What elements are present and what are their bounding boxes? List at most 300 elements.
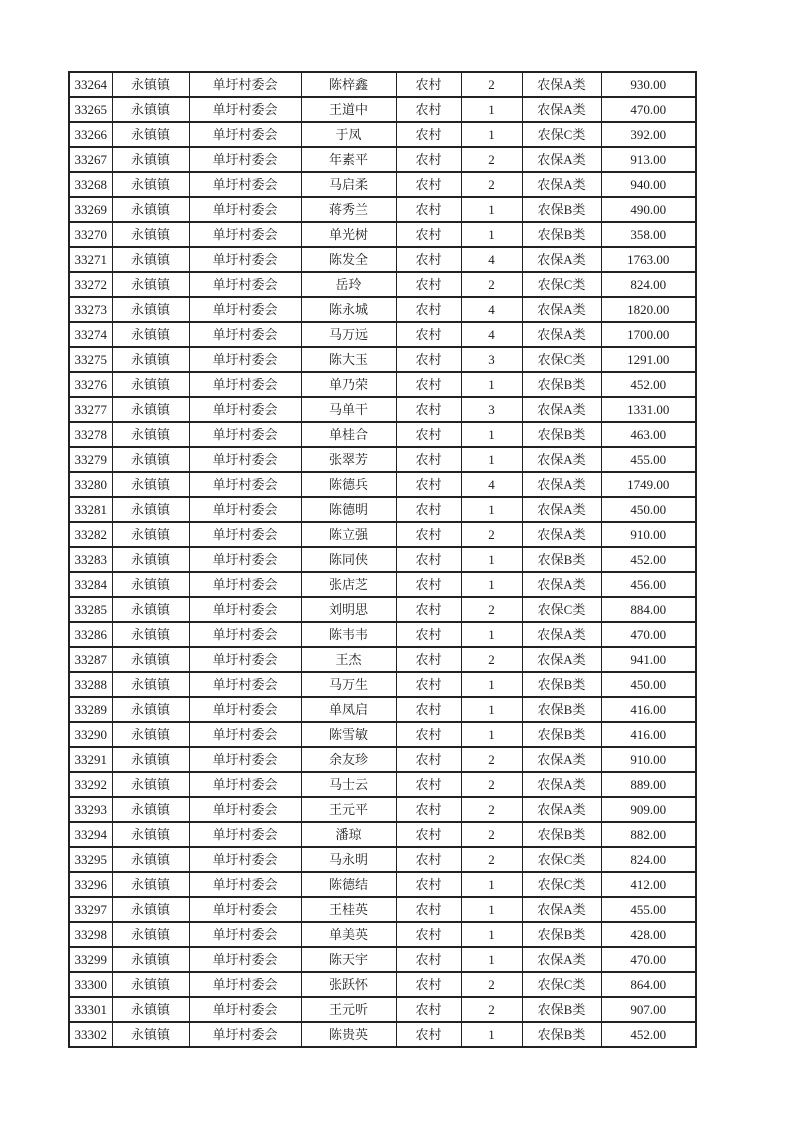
cell-person-name: 马士云 <box>301 772 396 797</box>
cell-residence-type: 农村 <box>396 647 461 672</box>
cell-amount: 412.00 <box>601 872 696 897</box>
cell-town: 永镇镇 <box>112 347 189 372</box>
cell-person-count: 1 <box>461 697 522 722</box>
cell-serial-number: 33273 <box>69 297 112 322</box>
cell-residence-type: 农村 <box>396 197 461 222</box>
cell-serial-number: 33287 <box>69 647 112 672</box>
cell-person-count: 1 <box>461 722 522 747</box>
cell-serial-number: 33296 <box>69 872 112 897</box>
cell-residence-type: 农村 <box>396 297 461 322</box>
cell-town: 永镇镇 <box>112 547 189 572</box>
cell-insurance-category: 农保A类 <box>522 172 601 197</box>
cell-village-committee: 单圩村委会 <box>189 997 301 1022</box>
cell-person-name: 陈梓鑫 <box>301 72 396 97</box>
cell-town: 永镇镇 <box>112 122 189 147</box>
cell-person-count: 1 <box>461 122 522 147</box>
cell-town: 永镇镇 <box>112 197 189 222</box>
cell-amount: 452.00 <box>601 547 696 572</box>
table-row <box>69 672 696 697</box>
cell-person-name: 单美英 <box>301 922 396 947</box>
cell-insurance-category: 农保A类 <box>522 397 601 422</box>
cell-person-count: 2 <box>461 147 522 172</box>
table-row <box>69 822 696 847</box>
cell-amount: 941.00 <box>601 647 696 672</box>
cell-serial-number: 33292 <box>69 772 112 797</box>
cell-person-count: 1 <box>461 872 522 897</box>
cell-person-name: 马万远 <box>301 322 396 347</box>
cell-person-name: 单光树 <box>301 222 396 247</box>
cell-residence-type: 农村 <box>396 472 461 497</box>
cell-insurance-category: 农保A类 <box>522 72 601 97</box>
cell-residence-type: 农村 <box>396 497 461 522</box>
cell-person-name: 岳玲 <box>301 272 396 297</box>
cell-person-count: 4 <box>461 472 522 497</box>
cell-village-committee: 单圩村委会 <box>189 297 301 322</box>
table-row <box>69 847 696 872</box>
cell-insurance-category: 农保C类 <box>522 272 601 297</box>
cell-insurance-category: 农保A类 <box>522 797 601 822</box>
cell-insurance-category: 农保A类 <box>522 297 601 322</box>
cell-amount: 452.00 <box>601 1022 696 1047</box>
cell-town: 永镇镇 <box>112 772 189 797</box>
cell-serial-number: 33289 <box>69 697 112 722</box>
cell-insurance-category: 农保B类 <box>522 422 601 447</box>
cell-village-committee: 单圩村委会 <box>189 422 301 447</box>
cell-insurance-category: 农保A类 <box>522 572 601 597</box>
cell-person-count: 1 <box>461 97 522 122</box>
cell-person-count: 1 <box>461 572 522 597</box>
table-row <box>69 497 696 522</box>
cell-amount: 470.00 <box>601 947 696 972</box>
cell-town: 永镇镇 <box>112 522 189 547</box>
table-row <box>69 147 696 172</box>
cell-serial-number: 33277 <box>69 397 112 422</box>
cell-serial-number: 33285 <box>69 597 112 622</box>
table-row <box>69 697 696 722</box>
cell-town: 永镇镇 <box>112 472 189 497</box>
cell-insurance-category: 农保C类 <box>522 972 601 997</box>
cell-village-committee: 单圩村委会 <box>189 672 301 697</box>
cell-serial-number: 33269 <box>69 197 112 222</box>
cell-insurance-category: 农保A类 <box>522 147 601 172</box>
cell-residence-type: 农村 <box>396 372 461 397</box>
cell-person-name: 陈韦韦 <box>301 622 396 647</box>
cell-serial-number: 33272 <box>69 272 112 297</box>
cell-serial-number: 33283 <box>69 547 112 572</box>
table-row <box>69 397 696 422</box>
cell-person-count: 2 <box>461 647 522 672</box>
cell-person-name: 蒋秀兰 <box>301 197 396 222</box>
cell-village-committee: 单圩村委会 <box>189 747 301 772</box>
cell-serial-number: 33275 <box>69 347 112 372</box>
cell-amount: 930.00 <box>601 72 696 97</box>
table-row <box>69 797 696 822</box>
cell-person-count: 2 <box>461 822 522 847</box>
cell-person-name: 张店芝 <box>301 572 396 597</box>
cell-serial-number: 33267 <box>69 147 112 172</box>
cell-residence-type: 农村 <box>396 947 461 972</box>
cell-serial-number: 33294 <box>69 822 112 847</box>
table-row <box>69 322 696 347</box>
table-row <box>69 722 696 747</box>
cell-village-committee: 单圩村委会 <box>189 947 301 972</box>
cell-insurance-category: 农保B类 <box>522 197 601 222</box>
cell-person-count: 1 <box>461 672 522 697</box>
cell-amount: 940.00 <box>601 172 696 197</box>
cell-serial-number: 33268 <box>69 172 112 197</box>
cell-person-count: 1 <box>461 497 522 522</box>
cell-residence-type: 农村 <box>396 247 461 272</box>
cell-insurance-category: 农保A类 <box>522 772 601 797</box>
table-row <box>69 522 696 547</box>
cell-town: 永镇镇 <box>112 647 189 672</box>
cell-amount: 470.00 <box>601 97 696 122</box>
table-row <box>69 872 696 897</box>
cell-residence-type: 农村 <box>396 922 461 947</box>
table-row <box>69 447 696 472</box>
cell-residence-type: 农村 <box>396 797 461 822</box>
table-row <box>69 422 696 447</box>
cell-town: 永镇镇 <box>112 97 189 122</box>
cell-person-count: 2 <box>461 972 522 997</box>
cell-person-name: 单乃荣 <box>301 372 396 397</box>
cell-insurance-category: 农保A类 <box>522 522 601 547</box>
cell-residence-type: 农村 <box>396 847 461 872</box>
cell-serial-number: 33280 <box>69 472 112 497</box>
cell-person-name: 单凤启 <box>301 697 396 722</box>
cell-insurance-category: 农保B类 <box>522 922 601 947</box>
cell-amount: 456.00 <box>601 572 696 597</box>
cell-person-count: 3 <box>461 347 522 372</box>
cell-amount: 824.00 <box>601 847 696 872</box>
cell-insurance-category: 农保B类 <box>522 672 601 697</box>
cell-person-name: 陈同侠 <box>301 547 396 572</box>
cell-person-name: 王桂英 <box>301 897 396 922</box>
cell-town: 永镇镇 <box>112 297 189 322</box>
cell-village-committee: 单圩村委会 <box>189 722 301 747</box>
table-row <box>69 122 696 147</box>
cell-person-name: 陈发全 <box>301 247 396 272</box>
cell-amount: 909.00 <box>601 797 696 822</box>
cell-insurance-category: 农保B类 <box>522 222 601 247</box>
cell-town: 永镇镇 <box>112 672 189 697</box>
cell-person-count: 2 <box>461 272 522 297</box>
cell-residence-type: 农村 <box>396 622 461 647</box>
cell-person-name: 王元听 <box>301 997 396 1022</box>
cell-serial-number: 33265 <box>69 97 112 122</box>
pension-roster-table <box>68 71 697 1048</box>
table-row <box>69 647 696 672</box>
cell-residence-type: 农村 <box>396 97 461 122</box>
cell-insurance-category: 农保B类 <box>522 997 601 1022</box>
cell-person-count: 1 <box>461 922 522 947</box>
cell-insurance-category: 农保B类 <box>522 722 601 747</box>
cell-person-name: 年素平 <box>301 147 396 172</box>
cell-insurance-category: 农保A类 <box>522 897 601 922</box>
cell-residence-type: 农村 <box>396 547 461 572</box>
cell-person-name: 张翠芳 <box>301 447 396 472</box>
cell-amount: 392.00 <box>601 122 696 147</box>
cell-village-committee: 单圩村委会 <box>189 247 301 272</box>
cell-serial-number: 33291 <box>69 747 112 772</box>
cell-residence-type: 农村 <box>396 122 461 147</box>
table-row <box>69 197 696 222</box>
cell-village-committee: 单圩村委会 <box>189 797 301 822</box>
table-body <box>69 72 696 1047</box>
cell-insurance-category: 农保A类 <box>522 497 601 522</box>
cell-amount: 824.00 <box>601 272 696 297</box>
table-row <box>69 247 696 272</box>
cell-residence-type: 农村 <box>396 522 461 547</box>
table-row <box>69 897 696 922</box>
cell-insurance-category: 农保A类 <box>522 947 601 972</box>
cell-insurance-category: 农保C类 <box>522 872 601 897</box>
cell-residence-type: 农村 <box>396 972 461 997</box>
cell-amount: 455.00 <box>601 447 696 472</box>
cell-town: 永镇镇 <box>112 922 189 947</box>
cell-insurance-category: 农保C类 <box>522 847 601 872</box>
table-row <box>69 597 696 622</box>
cell-village-committee: 单圩村委会 <box>189 347 301 372</box>
cell-village-committee: 单圩村委会 <box>189 972 301 997</box>
cell-village-committee: 单圩村委会 <box>189 572 301 597</box>
cell-village-committee: 单圩村委会 <box>189 472 301 497</box>
cell-person-count: 2 <box>461 772 522 797</box>
cell-village-committee: 单圩村委会 <box>189 372 301 397</box>
cell-person-count: 4 <box>461 297 522 322</box>
cell-person-count: 1 <box>461 547 522 572</box>
cell-serial-number: 33271 <box>69 247 112 272</box>
cell-town: 永镇镇 <box>112 497 189 522</box>
cell-person-name: 王道中 <box>301 97 396 122</box>
cell-serial-number: 33299 <box>69 947 112 972</box>
cell-amount: 452.00 <box>601 372 696 397</box>
cell-person-count: 4 <box>461 247 522 272</box>
cell-residence-type: 农村 <box>396 347 461 372</box>
cell-serial-number: 33295 <box>69 847 112 872</box>
cell-town: 永镇镇 <box>112 422 189 447</box>
cell-insurance-category: 农保B类 <box>522 1022 601 1047</box>
cell-amount: 470.00 <box>601 622 696 647</box>
cell-residence-type: 农村 <box>396 72 461 97</box>
cell-person-name: 陈德兵 <box>301 472 396 497</box>
cell-serial-number: 33274 <box>69 322 112 347</box>
cell-insurance-category: 农保C类 <box>522 122 601 147</box>
cell-serial-number: 33302 <box>69 1022 112 1047</box>
cell-serial-number: 33298 <box>69 922 112 947</box>
cell-residence-type: 农村 <box>396 697 461 722</box>
cell-residence-type: 农村 <box>396 572 461 597</box>
cell-village-committee: 单圩村委会 <box>189 872 301 897</box>
cell-serial-number: 33281 <box>69 497 112 522</box>
cell-serial-number: 33278 <box>69 422 112 447</box>
table-row <box>69 572 696 597</box>
cell-village-committee: 单圩村委会 <box>189 697 301 722</box>
cell-village-committee: 单圩村委会 <box>189 547 301 572</box>
table-row <box>69 372 696 397</box>
table-row <box>69 97 696 122</box>
cell-amount: 358.00 <box>601 222 696 247</box>
cell-person-count: 1 <box>461 947 522 972</box>
cell-person-count: 1 <box>461 197 522 222</box>
table-row <box>69 547 696 572</box>
cell-town: 永镇镇 <box>112 172 189 197</box>
cell-serial-number: 33290 <box>69 722 112 747</box>
cell-insurance-category: 农保A类 <box>522 647 601 672</box>
cell-amount: 910.00 <box>601 522 696 547</box>
cell-village-committee: 单圩村委会 <box>189 147 301 172</box>
cell-person-name: 单桂合 <box>301 422 396 447</box>
cell-person-name: 张跃怀 <box>301 972 396 997</box>
cell-residence-type: 农村 <box>396 897 461 922</box>
cell-serial-number: 33279 <box>69 447 112 472</box>
cell-amount: 490.00 <box>601 197 696 222</box>
cell-insurance-category: 农保B类 <box>522 547 601 572</box>
cell-amount: 1331.00 <box>601 397 696 422</box>
cell-village-committee: 单圩村委会 <box>189 597 301 622</box>
table-row <box>69 922 696 947</box>
cell-person-name: 陈德明 <box>301 497 396 522</box>
cell-village-committee: 单圩村委会 <box>189 497 301 522</box>
table-row <box>69 172 696 197</box>
cell-town: 永镇镇 <box>112 872 189 897</box>
cell-amount: 428.00 <box>601 922 696 947</box>
cell-town: 永镇镇 <box>112 797 189 822</box>
cell-insurance-category: 农保A类 <box>522 247 601 272</box>
cell-person-count: 1 <box>461 622 522 647</box>
cell-village-committee: 单圩村委会 <box>189 447 301 472</box>
cell-person-count: 2 <box>461 522 522 547</box>
cell-person-name: 陈立强 <box>301 522 396 547</box>
table-row <box>69 997 696 1022</box>
cell-serial-number: 33297 <box>69 897 112 922</box>
cell-person-count: 1 <box>461 1022 522 1047</box>
cell-person-name: 王元平 <box>301 797 396 822</box>
table-row <box>69 747 696 772</box>
table-row <box>69 272 696 297</box>
cell-serial-number: 33264 <box>69 72 112 97</box>
cell-person-count: 2 <box>461 797 522 822</box>
cell-town: 永镇镇 <box>112 597 189 622</box>
cell-insurance-category: 农保B类 <box>522 697 601 722</box>
cell-serial-number: 33266 <box>69 122 112 147</box>
cell-village-committee: 单圩村委会 <box>189 897 301 922</box>
cell-amount: 455.00 <box>601 897 696 922</box>
cell-town: 永镇镇 <box>112 947 189 972</box>
cell-residence-type: 农村 <box>396 997 461 1022</box>
cell-insurance-category: 农保B类 <box>522 372 601 397</box>
cell-town: 永镇镇 <box>112 272 189 297</box>
cell-person-name: 余友珍 <box>301 747 396 772</box>
cell-person-name: 陈天宇 <box>301 947 396 972</box>
cell-amount: 1749.00 <box>601 472 696 497</box>
cell-residence-type: 农村 <box>396 722 461 747</box>
cell-town: 永镇镇 <box>112 997 189 1022</box>
cell-village-committee: 单圩村委会 <box>189 197 301 222</box>
cell-village-committee: 单圩村委会 <box>189 397 301 422</box>
cell-town: 永镇镇 <box>112 972 189 997</box>
cell-town: 永镇镇 <box>112 72 189 97</box>
cell-amount: 450.00 <box>601 672 696 697</box>
cell-amount: 889.00 <box>601 772 696 797</box>
cell-amount: 910.00 <box>601 747 696 772</box>
cell-residence-type: 农村 <box>396 747 461 772</box>
cell-residence-type: 农村 <box>396 397 461 422</box>
cell-village-committee: 单圩村委会 <box>189 322 301 347</box>
cell-residence-type: 农村 <box>396 672 461 697</box>
cell-person-name: 王杰 <box>301 647 396 672</box>
cell-serial-number: 33288 <box>69 672 112 697</box>
cell-person-count: 2 <box>461 597 522 622</box>
cell-village-committee: 单圩村委会 <box>189 172 301 197</box>
cell-town: 永镇镇 <box>112 322 189 347</box>
cell-amount: 864.00 <box>601 972 696 997</box>
cell-amount: 882.00 <box>601 822 696 847</box>
cell-village-committee: 单圩村委会 <box>189 847 301 872</box>
cell-person-count: 1 <box>461 222 522 247</box>
cell-residence-type: 农村 <box>396 322 461 347</box>
cell-insurance-category: 农保B类 <box>522 822 601 847</box>
cell-town: 永镇镇 <box>112 572 189 597</box>
cell-residence-type: 农村 <box>396 822 461 847</box>
cell-person-count: 2 <box>461 847 522 872</box>
cell-insurance-category: 农保A类 <box>522 97 601 122</box>
cell-person-name: 马万生 <box>301 672 396 697</box>
cell-serial-number: 33286 <box>69 622 112 647</box>
cell-person-count: 1 <box>461 447 522 472</box>
cell-residence-type: 农村 <box>396 172 461 197</box>
cell-residence-type: 农村 <box>396 772 461 797</box>
cell-amount: 416.00 <box>601 697 696 722</box>
cell-insurance-category: 农保A类 <box>522 622 601 647</box>
cell-person-name: 陈贵英 <box>301 1022 396 1047</box>
cell-person-count: 1 <box>461 372 522 397</box>
table-row <box>69 347 696 372</box>
cell-amount: 450.00 <box>601 497 696 522</box>
table-row <box>69 947 696 972</box>
cell-town: 永镇镇 <box>112 397 189 422</box>
cell-village-committee: 单圩村委会 <box>189 922 301 947</box>
cell-residence-type: 农村 <box>396 597 461 622</box>
table-row <box>69 297 696 322</box>
cell-person-name: 潘琼 <box>301 822 396 847</box>
cell-town: 永镇镇 <box>112 747 189 772</box>
cell-village-committee: 单圩村委会 <box>189 772 301 797</box>
cell-town: 永镇镇 <box>112 147 189 172</box>
cell-residence-type: 农村 <box>396 222 461 247</box>
cell-person-name: 陈大玉 <box>301 347 396 372</box>
table-row <box>69 222 696 247</box>
cell-town: 永镇镇 <box>112 822 189 847</box>
cell-serial-number: 33301 <box>69 997 112 1022</box>
cell-village-committee: 单圩村委会 <box>189 122 301 147</box>
cell-person-count: 1 <box>461 897 522 922</box>
cell-amount: 907.00 <box>601 997 696 1022</box>
cell-serial-number: 33293 <box>69 797 112 822</box>
cell-person-count: 2 <box>461 997 522 1022</box>
cell-village-committee: 单圩村委会 <box>189 522 301 547</box>
cell-person-name: 马永明 <box>301 847 396 872</box>
table-row <box>69 472 696 497</box>
cell-insurance-category: 农保A类 <box>522 447 601 472</box>
cell-amount: 1700.00 <box>601 322 696 347</box>
table-row <box>69 1022 696 1047</box>
cell-town: 永镇镇 <box>112 622 189 647</box>
cell-person-name: 马启柔 <box>301 172 396 197</box>
cell-serial-number: 33282 <box>69 522 112 547</box>
cell-person-count: 3 <box>461 397 522 422</box>
cell-town: 永镇镇 <box>112 847 189 872</box>
